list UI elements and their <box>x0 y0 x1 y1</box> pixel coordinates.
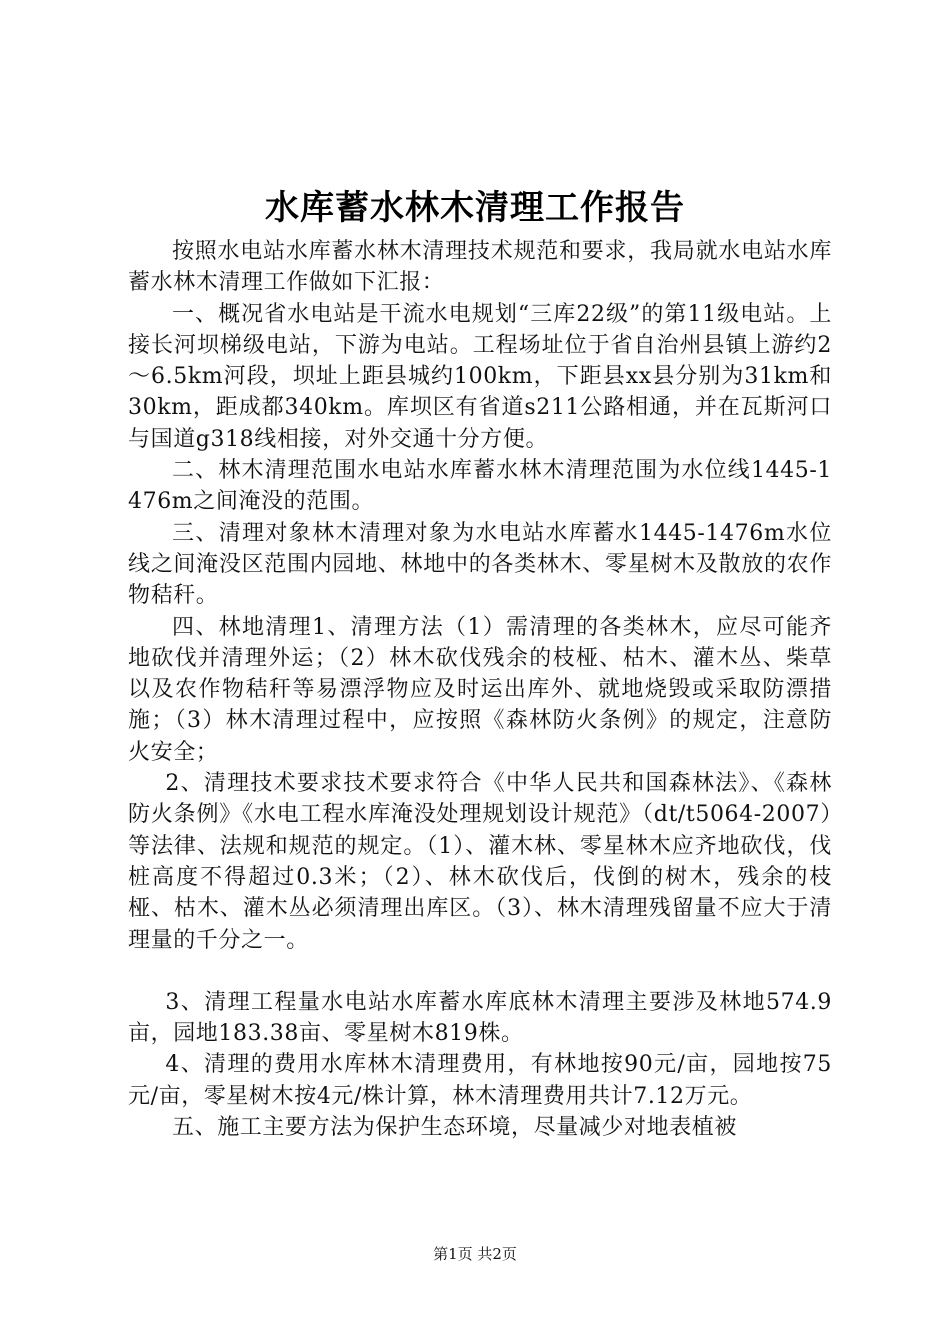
document-title: 水库蓄水林木清理工作报告 <box>265 188 685 228</box>
paragraph-quantity: 3、清理工程量水电站水库蓄水库底林木清理主要涉及林地574.9亩，园地183.38亩、零星树木819株。 <box>128 989 832 1047</box>
paragraph-methods: 四、林地清理1、清理方法（1）需清理的各类林木，应尽可能齐地砍伐并清理外运；（2）林木砍伐残余的枝桠、枯木、灌木丛、柴草以及农作物秸秆等易漂浮物应及时运出库外、就地烧毁或采取防漂措施；（3）林木清理过程中，应按照《森林防火条例》的规定，注意防火安全； <box>128 614 832 765</box>
paragraph-gap <box>128 956 832 987</box>
paragraph-cost: 4、清理的费用水库林木清理费用，有林地按90元/亩，园地按75元/亩，零星树木按4元/株计算，林木清理费用共计7.12万元。 <box>128 1052 832 1109</box>
paragraph-scope: 二、林木清理范围水电站水库蓄水林木清理范围为水位线1445-1476m之间淹没的范围。 <box>128 458 832 515</box>
document-body <box>128 236 832 1143</box>
paragraph-intro: 按照水电站水库蓄水林木清理技术规范和要求，我局就水电站水库蓄水林木清理工作做如下汇报： <box>128 239 832 296</box>
page-number-footer: 第1页 共2页 <box>433 1245 517 1263</box>
paragraph-overview: 一、概况省水电站是干流水电规划“三库22级”的第11级电站。上接长河坝梯级电站，下游为电站。工程场址位于省自治州县镇上游约2～6.5km河段，坝址上距县城约100km，下距县xx县分别为31km和30km，距成都340km。库坝区有省道s211公路相通，并在瓦斯河口与国道g318线相接，对外交通十分方便。 <box>128 301 832 452</box>
paragraph-construction: 五、施工主要方法为保护生态环境，尽量减少对地表植被 <box>172 1115 738 1141</box>
paragraph-requirements: 2、清理技术要求技术要求符合《中华人民共和国森林法》、《森林防火条例》《水电工程水库淹没处理规划设计规范》（dt/t5064-2007）等法律、法规和规范的规定。（1）、灌木林、零星林木应齐地砍伐，伐桩高度不得超过0.3米；（2）、林木砍伐后，伐倒的树木，残余的枝桠、枯木、灌木丛必须清理出库区。（3）、林木清理残留量不应大于清理量的千分之一。 <box>128 771 832 953</box>
paragraph-objects: 三、清理对象林木清理对象为水电站水库蓄水1445-1476m水位线之间淹没区范围内园地、林地中的各类林木、零星树木及散放的农作物秸秆。 <box>128 520 832 609</box>
